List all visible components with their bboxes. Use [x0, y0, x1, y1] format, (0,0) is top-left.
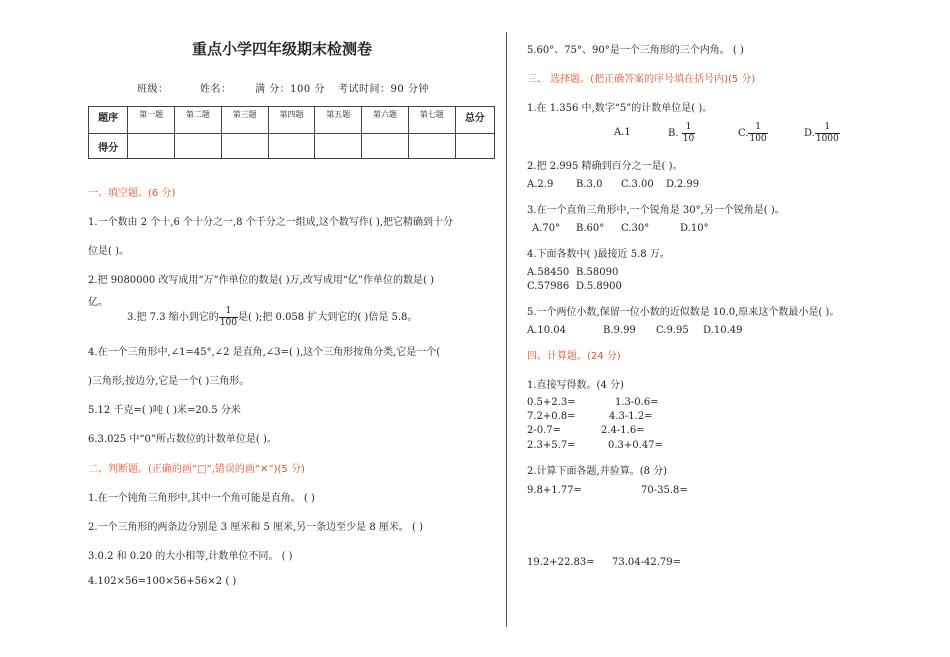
option: A.2.9 [527, 179, 554, 190]
question-text: 3.0.2 和 0.20 的大小相等,计数单位不同。 ( ) [88, 551, 293, 562]
section-true-false: 二、判断题。(正确的画“□”,错误的画“✕”)(5 分) [88, 464, 305, 475]
score-info: 满 分：100 分 [255, 84, 325, 95]
option-label: C. [738, 128, 749, 139]
row-label-order: 题序 [89, 107, 128, 134]
option: C.9.95 [656, 325, 689, 336]
calc-item: 7.2+0.8= [527, 411, 576, 422]
question-text: 3.在一个直角三角形中,一个锐角是 30°,另一个锐角是( )。 [527, 205, 785, 216]
calc-item: 2-0.7= [527, 425, 562, 436]
score-cell [455, 134, 494, 159]
fraction-numerator: 1 [748, 122, 767, 134]
col-header: 第五题 [315, 107, 362, 134]
fraction-numerator: 1 [815, 122, 840, 134]
score-cell [128, 134, 175, 159]
option: D.10.49 [703, 325, 743, 336]
question-text: 4.下面各数中( )最接近 5.8 万。 [527, 249, 670, 260]
question-text: 亿。 [88, 297, 108, 308]
page-title: 重点小学四年级期末检测卷 [192, 40, 373, 58]
fraction [748, 122, 767, 145]
calc-item: 4.3-1.2= [609, 411, 653, 422]
question-text: 2.一个三角形的两条边分别是 3 厘米和 5 厘米,另一条边至少是 8 厘米。 ( ) [88, 522, 424, 533]
col-header: 第三题 [221, 107, 268, 134]
question-text: 4.102×56=100×56+56×2 ( ) [88, 576, 237, 587]
option: C.30° [621, 223, 650, 234]
time-info: 考试时间：90 分钟 [338, 84, 429, 95]
question-text: 5.一个两位小数,保留一位小数的近似数是 10.0,原来这个数最小是( )。 [527, 307, 840, 318]
fraction-denominator: 100 [749, 134, 767, 144]
option: A.10.04 [527, 325, 567, 336]
option-a: A.1 [614, 127, 631, 138]
col-header: 第一题 [128, 107, 175, 134]
fraction-denominator: 100 [219, 318, 237, 328]
calc-item: 73.04-42.79= [612, 557, 682, 568]
score-cell [315, 134, 362, 159]
fraction [682, 122, 695, 145]
col-header: 第四题 [268, 107, 315, 134]
col-header: 第六题 [362, 107, 409, 134]
score-cell [175, 134, 222, 159]
calc-item: 9.8+1.77= [527, 485, 582, 496]
question-text: 4.在一个三角形中,∠1=45°,∠2 是直角,∠3=( ),这个三角形按角分类,它是一个( [88, 347, 441, 358]
option-c [738, 122, 768, 145]
question-text: 1.在一个钝角三角形中,其中一个角可能是直角。 ( ) [88, 493, 315, 504]
fraction [219, 306, 238, 329]
score-cell [221, 134, 268, 159]
question-text: )三角形,按边分,它是一个( )三角形。 [88, 376, 250, 387]
question-text: 2.把 9080000 改写成用“万”作单位的数是( )万,改写成用“亿”作单位的数是( ) [88, 275, 435, 286]
question-text: 2.计算下面各题,并验算。(8 分) [527, 466, 668, 477]
option: A.58450 [527, 267, 570, 278]
calc-item: 1.3-0.6= [615, 397, 659, 408]
option: B.9.99 [603, 325, 636, 336]
option-d [804, 122, 840, 145]
section-calculation: 四、计算题。(24 分) [527, 351, 621, 362]
calc-item: 2.3+5.7= [527, 440, 576, 451]
question-3 [127, 306, 417, 329]
fraction [815, 122, 840, 145]
section-choice: 三、 选择题。(把正确答案的序号填在括号内)(5 分) [527, 74, 756, 85]
calc-item: 19.2+22.83= [527, 557, 595, 568]
col-header: 第二题 [175, 107, 222, 134]
fraction-numerator: 1 [219, 306, 238, 318]
option: A.70° [532, 223, 561, 234]
name-label: 姓名： [200, 84, 232, 95]
option-b [668, 122, 695, 145]
question-text: 2.把 2.995 精确到百分之一是( )。 [527, 161, 683, 172]
question-text: 是( );把 0.058 扩大到它的( )倍是 5.8。 [238, 312, 418, 323]
calc-item: 0.3+0.47= [608, 440, 663, 451]
option: D.10° [680, 223, 709, 234]
score-cell [362, 134, 409, 159]
question-text: 1.一个数由 2 个十,6 个十分之一,8 个千分之一组成,这个数写作( ),把它精确到十分 [88, 217, 454, 228]
col-header-total: 总分 [455, 107, 494, 134]
question-text: 1.直接写得数。(4 分) [527, 380, 624, 391]
option: D.2.99 [666, 179, 700, 190]
calc-item: 0.5+2.3= [527, 397, 576, 408]
option: B.60° [576, 223, 605, 234]
column-divider [506, 32, 507, 627]
option: C.3.00 [621, 179, 654, 190]
fraction-denominator: 10 [682, 134, 695, 144]
fraction-denominator: 1000 [815, 134, 839, 144]
row-label-score: 得分 [89, 134, 128, 159]
calc-item: 2.4-1.6= [601, 425, 645, 436]
question-text: 5.60°、75°、90°是一个三角形的三个内角。 ( ) [527, 45, 744, 56]
option: C.57986 [527, 281, 570, 292]
option: B.3.0 [576, 179, 603, 190]
section-fill-blank: 一、填空题。(6 分) [88, 188, 176, 199]
fraction-numerator: 1 [682, 122, 695, 134]
option-label: B. [668, 128, 679, 139]
score-cell [268, 134, 315, 159]
calc-item: 70-35.8= [641, 485, 688, 496]
question-text: 1.在 1.356 中,数字“5”的计数单位是( )。 [527, 103, 713, 114]
option-label: D. [804, 128, 815, 139]
score-table [88, 106, 495, 159]
col-header: 第七题 [408, 107, 455, 134]
option: B.58090 [576, 267, 619, 278]
class-label: 班级： [137, 84, 169, 95]
question-text: 3.把 7.3 缩小到它的 [127, 312, 219, 323]
question-text: 5.12 千克=( )吨 ( )米=20.5 分米 [88, 405, 241, 416]
question-text: 6.3.025 中“0”所占数位的计数单位是( )。 [88, 434, 277, 445]
option: D.5.8900 [576, 281, 622, 292]
score-cell [408, 134, 455, 159]
question-text: 位是( )。 [88, 246, 129, 257]
